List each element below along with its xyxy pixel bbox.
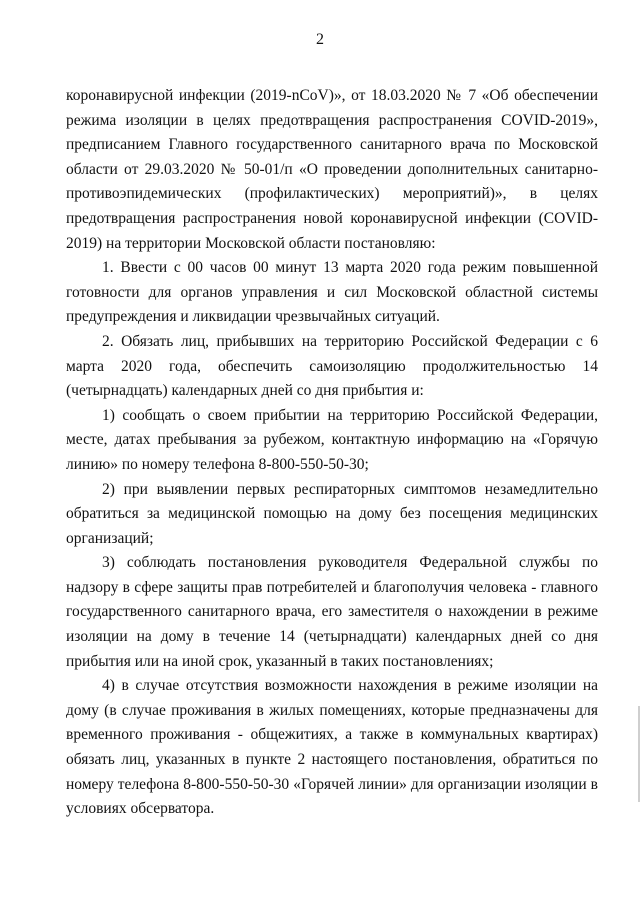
- document-body: [66, 84, 598, 822]
- page-number: 2: [316, 31, 324, 48]
- paragraph-item-1: 1. Ввести с 00 часов 00 минут 13 марта 2020 года режим повышенной готовности для органов управления и сил Московской областной системы предупреждения и ликвидации чрезвычайных ситуаций.: [66, 259, 598, 326]
- paragraph-preamble-continuation: коронавирусной инфекции (2019-nCoV)», от 18.03.2020 № 7 «Об обеспечении режима изоляции в целях предотвращения распространения COVID-2019», предписанием Главного государственного санитарного врача по Московской области от 29.03.2020 № 50-01/п «О проведении дополнительных санитарно-противоэпидемических (профилактических) мероприятий)», в целях предотвращения распространения новой коронавирусной инфекции (COVID-2019) на территории Московской области постановляю:: [66, 87, 598, 252]
- paragraph-subitem-4: 4) в случае отсутствия возможности нахождения в режиме изоляции на дому (в случае проживания в жилых помещениях, которые предназначены для временного проживания - общежитиях, а также в коммунальных квартирах) обязать лиц, указанных в пункте 2 настоящего постановления, обратиться по номеру телефона 8-800-550-50-30 «Горячей линии» для организации изоляции в условиях обсерватора.: [66, 677, 598, 818]
- paragraph-subitem-3: 3) соблюдать постановления руководителя Федеральной службы по надзору в сфере защиты прав потребителей и благополучия человека - главного государственного санитарного врача, его заместителя о нахождении в режиме изоляции на дому в течение 14 (четырнадцати) календарных дней со дня прибытия или на иной срок, указанный в таких постановлениях;: [66, 554, 598, 670]
- paragraph-subitem-1: 1) сообщать о своем прибытии на территорию Российской Федерации, месте, датах пребывания за рубежом, контактную информацию на «Горячую линию» по номеру телефона 8-800-550-50-30;: [66, 406, 598, 473]
- paragraph-subitem-2: 2) при выявлении первых респираторных симптомов незамедлительно обратиться за медицинской помощью на дому без посещения медицинских организаций;: [66, 480, 598, 547]
- paragraph-item-2: 2. Обязать лиц, прибывших на территорию Российской Федерации с 6 марта 2020 года, обеспечить самоизоляцию продолжительностью 14 (четырнадцать) календарных дней со дня прибытия и:: [66, 332, 598, 400]
